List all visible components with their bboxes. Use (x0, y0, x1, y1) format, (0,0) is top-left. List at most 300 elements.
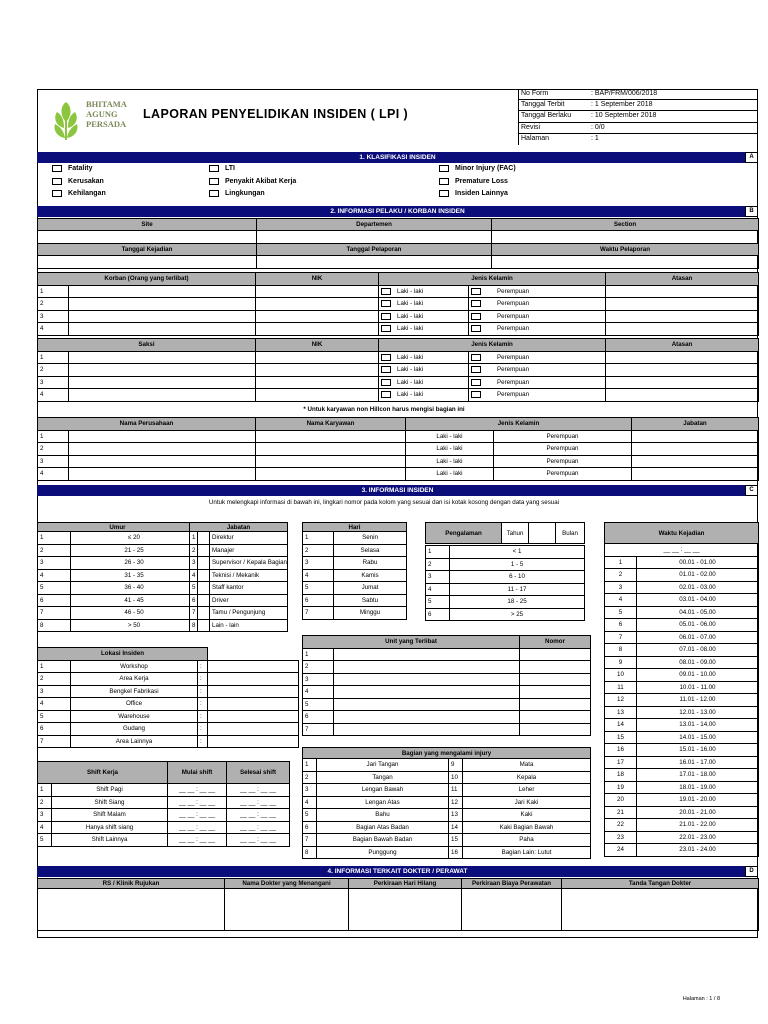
input-cell[interactable] (69, 376, 256, 389)
gender-female[interactable]: Perempuan (494, 443, 632, 456)
shift-option[interactable]: Hanya shift siang (52, 821, 168, 834)
gender-male[interactable] (379, 364, 469, 377)
time-option[interactable]: 12.01 - 13.00 (637, 706, 759, 719)
non-employee-note: * Untuk karyawan non Hillcon harus mengisi bagian ini (303, 406, 465, 413)
gender-male[interactable] (379, 310, 469, 323)
table-row (605, 794, 759, 807)
row-number: 4 (303, 569, 334, 582)
input-cell[interactable] (606, 351, 759, 364)
row-number: 14 (449, 821, 463, 834)
row-number: 2 (303, 661, 334, 674)
classification-option[interactable] (209, 190, 265, 197)
shift-end[interactable]: __ __ : __ __ (227, 821, 290, 834)
age-option[interactable]: 36 - 40 (71, 582, 198, 595)
gender-male[interactable] (379, 389, 469, 402)
time-option[interactable]: 23.01 - 24.00 (637, 844, 759, 857)
input-cell[interactable] (38, 231, 257, 244)
body-part-option[interactable]: Jari Tangan (317, 759, 449, 772)
meta-key: Revisi (521, 123, 541, 131)
gender-female[interactable] (469, 389, 606, 402)
checkbox[interactable] (209, 178, 219, 185)
position-option[interactable]: Tamu / Pengunjung (210, 607, 288, 620)
row-number: 4 (190, 569, 210, 582)
table-row (38, 364, 759, 377)
checkbox[interactable] (52, 190, 62, 197)
unit-table (302, 635, 591, 736)
checkbox[interactable] (381, 391, 391, 398)
input-cell[interactable] (256, 364, 379, 377)
table-row (605, 631, 759, 644)
day-option[interactable]: Minggu (334, 607, 407, 620)
input-cell[interactable] (69, 468, 256, 481)
time-option[interactable]: 16.01 - 17.00 (637, 756, 759, 769)
row-number: 10 (449, 771, 463, 784)
input-cell[interactable] (208, 710, 299, 723)
input-cell[interactable] (256, 310, 379, 323)
input-cell[interactable] (334, 673, 520, 686)
time-option[interactable]: 13.01 - 14.00 (637, 719, 759, 732)
row-number: 3 (605, 581, 637, 594)
table-row (605, 819, 759, 832)
checkbox[interactable] (439, 178, 449, 185)
input-cell[interactable] (69, 364, 256, 377)
input-cell[interactable] (520, 648, 591, 661)
input-cell[interactable] (462, 889, 562, 931)
table-row (605, 523, 759, 544)
input-cell[interactable] (520, 698, 591, 711)
gender-female[interactable]: Perempuan (494, 468, 632, 481)
checkbox[interactable] (471, 366, 481, 373)
row-number: 16 (605, 744, 637, 757)
shift-option[interactable]: Shift Siang (52, 796, 168, 809)
shift-start[interactable]: __ __ : __ __ (168, 796, 227, 809)
gender-female[interactable] (469, 285, 606, 298)
input-cell[interactable] (256, 468, 406, 481)
input-cell[interactable] (606, 285, 759, 298)
shift-start[interactable]: __ __ : __ __ (168, 821, 227, 834)
input-cell[interactable] (606, 389, 759, 402)
input-cell[interactable] (256, 285, 379, 298)
input-cell[interactable] (334, 698, 520, 711)
input-cell[interactable] (606, 376, 759, 389)
day-option[interactable]: Rabu (334, 557, 407, 570)
gender-female[interactable] (469, 310, 606, 323)
position-option[interactable]: Lain - lain (210, 619, 288, 632)
input-cell[interactable] (69, 351, 256, 364)
input-cell[interactable] (256, 430, 406, 443)
input-cell[interactable] (520, 673, 591, 686)
gender-female[interactable]: Perempuan (494, 430, 632, 443)
input-cell[interactable] (256, 455, 406, 468)
meta-row (519, 134, 758, 145)
experience-option[interactable]: < 1 (450, 546, 585, 559)
input-cell[interactable] (69, 389, 256, 402)
doctor-table (37, 878, 759, 931)
gender-male[interactable] (379, 285, 469, 298)
position-option[interactable]: Manajer (210, 544, 288, 557)
location-option[interactable]: Bengkel Fabrikasi (71, 685, 198, 698)
time-option[interactable]: 04.01 - 05.00 (637, 606, 759, 619)
female-label: Perempuan (497, 366, 530, 374)
table-row (605, 831, 759, 844)
row-number: 1 (38, 285, 69, 298)
gender-female[interactable] (469, 298, 606, 311)
time-option[interactable]: 17.01 - 18.00 (637, 769, 759, 782)
checkbox[interactable] (209, 165, 219, 172)
table-row (38, 219, 759, 231)
gender-male[interactable]: Laki - laki (406, 430, 494, 443)
table-row (190, 619, 288, 632)
input-cell[interactable] (69, 455, 256, 468)
row-number: 2 (426, 558, 450, 571)
time-blank[interactable]: __ __ : __ __ (605, 544, 759, 557)
input-cell[interactable] (520, 661, 591, 674)
input-cell[interactable] (257, 231, 492, 244)
time-option[interactable]: 08.01 - 09.00 (637, 656, 759, 669)
day-option[interactable]: Sabtu (334, 594, 407, 607)
input-cell[interactable] (38, 256, 257, 269)
time-option[interactable]: 03.01 - 04.00 (637, 594, 759, 607)
table-row (38, 784, 290, 797)
gender-female[interactable] (469, 364, 606, 377)
row-number: 8 (38, 619, 71, 632)
classification-option[interactable] (439, 178, 508, 185)
time-option[interactable]: 10.01 - 11.00 (637, 681, 759, 694)
shift-end[interactable]: __ __ : __ __ (227, 784, 290, 797)
shift-start[interactable]: __ __ : __ __ (168, 784, 227, 797)
row-number: 1 (38, 430, 69, 443)
time-option[interactable]: 02.01 - 03.00 (637, 581, 759, 594)
checkbox[interactable] (52, 178, 62, 185)
column-header: Nama Perusahaan (38, 418, 256, 431)
column-header: RS / Klinik Rujukan (38, 879, 225, 889)
table-row (426, 571, 585, 584)
checkbox[interactable] (471, 288, 481, 295)
female-label: Perempuan (497, 300, 530, 308)
table-row (303, 759, 591, 772)
table-row (38, 443, 759, 456)
input-cell[interactable] (38, 889, 225, 931)
age-option[interactable]: 21 - 25 (71, 544, 198, 557)
row-number: 4 (38, 821, 52, 834)
table-row (303, 544, 407, 557)
gender-female[interactable] (469, 351, 606, 364)
row-number: 2 (38, 673, 71, 686)
row-number: 6 (38, 594, 71, 607)
row-number: 5 (303, 698, 334, 711)
input-cell[interactable] (69, 310, 256, 323)
location-option[interactable]: Area Kerja (71, 673, 198, 686)
input-cell[interactable] (520, 711, 591, 724)
input-cell[interactable] (520, 723, 591, 736)
input-cell[interactable] (208, 698, 299, 711)
position-option[interactable]: Direktur (210, 532, 288, 545)
time-option[interactable]: 07.01 - 08.00 (637, 644, 759, 657)
gender-male[interactable]: Laki - laki (406, 443, 494, 456)
checkbox[interactable] (209, 190, 219, 197)
time-option[interactable]: 15.01 - 16.00 (637, 744, 759, 757)
column-header: Site (38, 219, 257, 231)
time-option[interactable]: 20.01 - 21.00 (637, 806, 759, 819)
table-row (303, 648, 591, 661)
time-option[interactable]: 00.01 - 01.00 (637, 556, 759, 569)
colon: : (198, 723, 208, 736)
body-part-option[interactable]: Punggung (317, 846, 449, 859)
input-cell[interactable] (69, 323, 256, 336)
classification-option[interactable] (439, 165, 516, 172)
input-cell[interactable] (606, 364, 759, 377)
checkbox[interactable] (381, 354, 391, 361)
input-cell[interactable] (69, 443, 256, 456)
location-option[interactable]: Area Lainnya (71, 735, 198, 748)
age-option[interactable]: 26 - 30 (71, 557, 198, 570)
input-cell[interactable] (520, 686, 591, 699)
input-cell[interactable] (225, 889, 349, 931)
classification-option[interactable] (52, 165, 93, 172)
gender-male[interactable] (379, 351, 469, 364)
experience-option[interactable]: 1 - 5 (450, 558, 585, 571)
table-row (303, 569, 407, 582)
input-cell[interactable] (69, 298, 256, 311)
gender-male[interactable] (379, 298, 469, 311)
body-part-option[interactable]: Jari Kaki (463, 796, 591, 809)
row-number: 5 (303, 809, 317, 822)
input-cell[interactable] (632, 468, 759, 481)
body-part-option[interactable]: Bagian Bawah Badan (317, 834, 449, 847)
time-option[interactable]: 01.01 - 02.00 (637, 569, 759, 582)
checkbox[interactable] (381, 288, 391, 295)
input-cell[interactable] (256, 298, 379, 311)
time-option[interactable]: 09.01 - 10.00 (637, 669, 759, 682)
body-part-option[interactable]: Lengan Bawah (317, 784, 449, 797)
row-number: 2 (38, 443, 69, 456)
input-cell[interactable] (632, 430, 759, 443)
row-number: 1 (38, 784, 52, 797)
experience-option[interactable]: > 25 (450, 608, 585, 621)
body-part-option[interactable]: Lengan Atas (317, 796, 449, 809)
location-option[interactable]: Workshop (71, 660, 198, 673)
time-option[interactable]: 06.01 - 07.00 (637, 631, 759, 644)
input-cell[interactable] (492, 256, 759, 269)
meta-value: : 0/0 (591, 123, 605, 131)
day-option[interactable]: Selasa (334, 544, 407, 557)
checkbox[interactable] (471, 325, 481, 332)
column-header: Atasan (606, 339, 759, 352)
checkbox[interactable] (381, 313, 391, 320)
age-option[interactable]: 46 - 50 (71, 607, 198, 620)
table-row (38, 685, 299, 698)
row-number: 12 (449, 796, 463, 809)
shift-option[interactable]: Shift Pagi (52, 784, 168, 797)
shift-option[interactable]: Shift Lainnya (52, 834, 168, 847)
gender-female[interactable] (469, 323, 606, 336)
location-option[interactable]: Gudang (71, 723, 198, 736)
body-part-option[interactable]: Tangan (317, 771, 449, 784)
input-cell[interactable] (69, 285, 256, 298)
row-number: 19 (605, 781, 637, 794)
position-option[interactable]: Driver (210, 594, 288, 607)
position-option[interactable]: Supervisor / Kepala Bagian (210, 557, 288, 570)
experience-option[interactable]: 18 - 25 (450, 596, 585, 609)
checkbox[interactable] (381, 366, 391, 373)
section-1-bar (37, 152, 758, 163)
position-option[interactable]: Teknisi / Mekanik (210, 569, 288, 582)
body-part-option[interactable]: Kaki Bagian Bawah (463, 821, 591, 834)
body-part-option[interactable]: Kaki (463, 809, 591, 822)
table-row (190, 594, 288, 607)
shift-start[interactable]: __ __ : __ __ (168, 809, 227, 822)
section-3-title: 3. INFORMASI INSIDEN (361, 487, 434, 494)
body-part-option[interactable]: Leher (463, 784, 591, 797)
row-number: 2 (605, 569, 637, 582)
checkbox[interactable] (471, 354, 481, 361)
option-label: LTI (225, 165, 235, 172)
input-cell[interactable] (69, 430, 256, 443)
age-table (37, 522, 198, 632)
table-row (605, 781, 759, 794)
classification-option[interactable] (209, 178, 296, 185)
body-part-option[interactable]: Kepala (463, 771, 591, 784)
female-label: Perempuan (497, 325, 530, 333)
shift-end[interactable]: __ __ : __ __ (227, 796, 290, 809)
age-option[interactable]: > 50 (71, 619, 198, 632)
classification-option[interactable] (439, 190, 508, 197)
column-header: Jenis Kelamin (406, 418, 632, 431)
location-option[interactable]: Office (71, 698, 198, 711)
time-option[interactable]: 05.01 - 06.00 (637, 619, 759, 632)
day-option[interactable]: Kamis (334, 569, 407, 582)
time-option[interactable]: 14.01 - 15.00 (637, 731, 759, 744)
input-cell[interactable] (606, 310, 759, 323)
classification-option[interactable] (52, 190, 106, 197)
gender-male[interactable] (379, 376, 469, 389)
years-input[interactable] (529, 523, 556, 544)
male-label: Laki - laki (397, 312, 424, 320)
classification-option[interactable] (209, 165, 235, 172)
input-cell[interactable] (208, 685, 299, 698)
table-row (38, 468, 759, 481)
row-number: 4 (38, 389, 69, 402)
table-row (38, 834, 290, 847)
gender-male[interactable]: Laki - laki (406, 468, 494, 481)
table-row (38, 660, 299, 673)
table-row (38, 298, 759, 311)
day-option[interactable]: Senin (334, 532, 407, 545)
column-header: Nomor (520, 636, 591, 649)
checkbox[interactable] (381, 379, 391, 386)
age-option[interactable]: ≤ 20 (71, 532, 198, 545)
experience-option[interactable]: 11 - 17 (450, 583, 585, 596)
input-cell[interactable] (256, 323, 379, 336)
body-part-option[interactable]: Bagian Lain: Lutut (463, 846, 591, 859)
input-cell[interactable] (606, 298, 759, 311)
gender-male[interactable]: Laki - laki (406, 455, 494, 468)
input-cell[interactable] (334, 711, 520, 724)
input-cell[interactable] (208, 660, 299, 673)
input-cell[interactable] (334, 723, 520, 736)
input-cell[interactable] (492, 231, 759, 244)
shift-option[interactable]: Shift Malam (52, 809, 168, 822)
body-part-option[interactable]: Paha (463, 834, 591, 847)
time-option[interactable]: 22.01 - 23.00 (637, 831, 759, 844)
checkbox[interactable] (471, 391, 481, 398)
time-option[interactable]: 19.01 - 20.00 (637, 794, 759, 807)
input-cell[interactable] (334, 648, 520, 661)
shift-end[interactable]: __ __ : __ __ (227, 809, 290, 822)
position-option[interactable]: Staff kantor (210, 582, 288, 595)
input-cell[interactable] (632, 455, 759, 468)
input-cell[interactable] (349, 889, 462, 931)
body-part-option[interactable]: Bahu (317, 809, 449, 822)
meta-key: Tanggal Berlaku (521, 112, 572, 120)
classification-option[interactable] (52, 178, 104, 185)
input-cell[interactable] (208, 735, 299, 748)
input-cell[interactable] (562, 889, 759, 931)
gender-male[interactable] (379, 323, 469, 336)
gender-female[interactable]: Perempuan (494, 455, 632, 468)
input-cell[interactable] (208, 723, 299, 736)
input-cell[interactable] (606, 323, 759, 336)
time-option[interactable]: 18.01 - 19.00 (637, 781, 759, 794)
checkbox[interactable] (471, 313, 481, 320)
input-cell[interactable] (256, 443, 406, 456)
time-option[interactable]: 11.01 - 12.00 (637, 694, 759, 707)
logo-text: BHITAMA AGUNG PERSADA (86, 99, 127, 129)
row-number: 22 (605, 819, 637, 832)
day-table (302, 522, 407, 620)
input-cell[interactable] (256, 376, 379, 389)
row-number: 13 (449, 809, 463, 822)
checkbox[interactable] (439, 165, 449, 172)
checkbox[interactable] (381, 300, 391, 307)
input-cell[interactable] (632, 443, 759, 456)
time-option[interactable]: 21.01 - 22.00 (637, 819, 759, 832)
table-row (605, 644, 759, 657)
shift-end[interactable]: __ __ : __ __ (227, 834, 290, 847)
checkbox[interactable] (471, 300, 481, 307)
age-option[interactable]: 41 - 45 (71, 594, 198, 607)
input-cell[interactable] (257, 256, 492, 269)
table-row (605, 681, 759, 694)
checkbox[interactable] (52, 165, 62, 172)
female-label: Perempuan (497, 378, 530, 386)
experience-option[interactable]: 6 - 10 (450, 571, 585, 584)
checkbox[interactable] (381, 325, 391, 332)
location-option[interactable]: Warehouse (71, 710, 198, 723)
shift-start[interactable]: __ __ : __ __ (168, 834, 227, 847)
table-row (303, 784, 591, 797)
table-row (303, 557, 407, 570)
row-number: 5 (38, 834, 52, 847)
input-cell[interactable] (208, 673, 299, 686)
table-row (38, 594, 198, 607)
gender-female[interactable] (469, 376, 606, 389)
day-option[interactable]: Jumat (334, 582, 407, 595)
input-cell[interactable] (334, 661, 520, 674)
row-number: 2 (303, 544, 334, 557)
age-option[interactable]: 31 - 35 (71, 569, 198, 582)
checkbox[interactable] (471, 379, 481, 386)
input-cell[interactable] (334, 686, 520, 699)
female-label: Perempuan (497, 353, 530, 361)
option-label: Insiden Lainnya (455, 190, 508, 197)
input-cell[interactable] (256, 351, 379, 364)
body-part-option[interactable]: Mata (463, 759, 591, 772)
row-number: 11 (449, 784, 463, 797)
checkbox[interactable] (439, 190, 449, 197)
input-cell[interactable] (256, 389, 379, 402)
body-part-option[interactable]: Bagian Atas Badan (317, 821, 449, 834)
